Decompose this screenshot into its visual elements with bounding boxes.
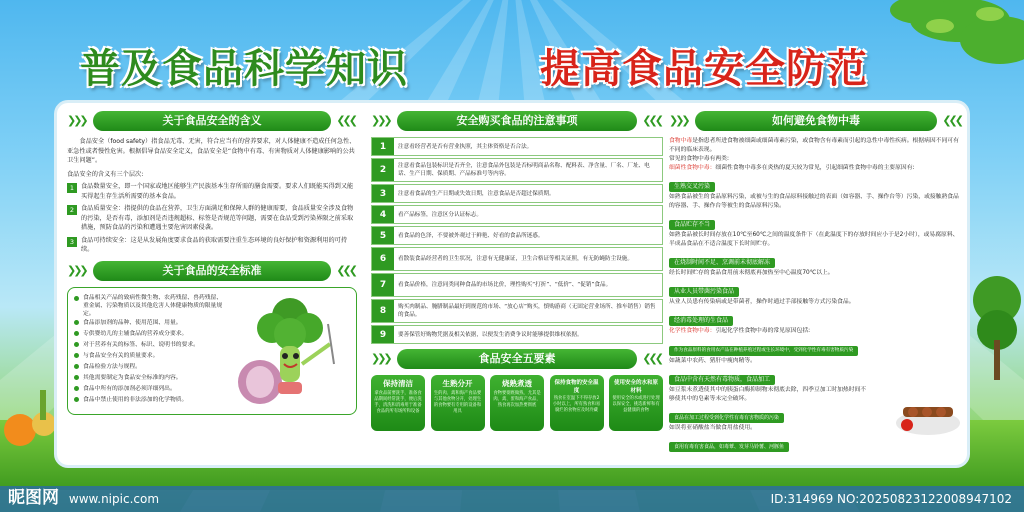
cause-tag: 生熟交叉污染 [669, 182, 715, 192]
keyword: 细菌性食物中毒： [669, 165, 716, 171]
section-title: 关于食品的安全标准 [93, 261, 331, 281]
paragraph: 经长时间贮存的食品食用前未彻底再加热至中心温度70℃以上。 [669, 270, 834, 276]
cause-tag: 作为食品原料的食用农产品在种植养殖过程或生长环境中，受到化学性有毒有害物质污染 [669, 346, 858, 356]
keyword: 食物中毒 [669, 138, 693, 144]
item-number: 9 [372, 326, 394, 343]
item-text: 注意看食品的生产日期或失效日期，注意食品是否超过保质期。 [398, 190, 555, 197]
item-number: 7 [372, 274, 394, 296]
keyword: 化学性食物中毒： [669, 328, 716, 334]
item-text: 看散装食品经营者的卫生状况，注意有无健康证，卫生合格证等相关证照，有无防蝇防尘设施。 [398, 256, 633, 262]
section-header [67, 111, 357, 131]
paragraph: 从业人员患有传染病或是带菌者，操作时通过手部接触等方式污染食品。 [669, 299, 855, 305]
item-text: 对于营养有关的标签、标识、说明书的要求。 [83, 341, 199, 348]
section-title: 食品安全五要素 [397, 349, 637, 369]
item-number: 6 [372, 248, 394, 270]
watermark-url: www.nipic.com [68, 492, 160, 506]
subheading: 食品安全的含义有三个层次: [67, 170, 144, 178]
title-right: 提高食品安全防范 [540, 45, 868, 92]
subheading: 常见的食物中毒有两类: [669, 156, 729, 162]
list-item [371, 158, 663, 182]
card-title: 使用安全的水和原材料 [613, 380, 658, 394]
card-text: 熟食在室温下不得存放2小时以上，所有熟食和易腐烂的食物应及时冷藏 [552, 396, 601, 413]
column-food-safety-meaning [67, 109, 357, 415]
chevron-left-icon: ❮❮❮ [642, 352, 661, 365]
item-number: 4 [372, 206, 394, 223]
image-id: ID:314969 NO:20250823122008947102 [770, 492, 1012, 506]
site-watermark [8, 487, 159, 510]
item-number: 5 [372, 227, 394, 244]
column-avoid-poisoning [669, 109, 963, 453]
item-text: 与食品安全有关的质量要求。 [83, 352, 159, 359]
list-item [371, 205, 663, 224]
chevron-left-icon: ❮❮❮ [642, 114, 661, 127]
card-title: 生熟分开 [442, 379, 473, 388]
item-text: 食品相关产品的致病性微生物、农药残留、兽药残留、重金属、污染物质以及其他危害人体健康物质的限量规定。 [83, 294, 223, 317]
chevron-left-icon: ❮❮❮ [942, 114, 961, 127]
item-text: 食品中所有的添加剂必须详细列出。 [83, 385, 176, 392]
list-item [67, 182, 357, 201]
element-card [490, 375, 544, 431]
cause-tag: 经消毒处理的生食品 [669, 316, 733, 326]
chevron-left-icon: ❮❮❮ [336, 114, 355, 127]
list-item [371, 184, 663, 203]
intro-text: 食品安全（food safety）指食品无毒、无害，符合应当有的营养要求，对人体健康不造成任何急性、亚急性或者慢性危害。根据倡导食品安全定义，食品安全是“食物中有毒、有害物质对人体健康影响的公共卫生问题”。 [67, 138, 356, 164]
item-number: 1 [67, 183, 77, 193]
list-item [67, 236, 357, 255]
section-title: 安全购买食品的注意事项 [397, 111, 637, 131]
item-text: 食品中禁止使用的非法添加的化学物质。 [83, 396, 188, 403]
section-header [371, 111, 663, 131]
item-text: 食品检验方法与规程。 [83, 363, 141, 370]
chevron-left-icon: ❮❮❮ [336, 263, 355, 277]
column-safe-purchase [371, 109, 663, 431]
fruit-decoration [0, 380, 60, 470]
element-card [609, 375, 663, 431]
cause-tag: 食品中含有天然有毒物质，食品加工 [669, 375, 775, 385]
item-number: 2 [372, 159, 394, 181]
item-number: 2 [67, 205, 77, 215]
section-title: 关于食品安全的含义 [93, 111, 331, 131]
watermark-logo: 昵图网 [8, 488, 59, 508]
list-item [371, 299, 663, 323]
item-text: 其他需要制定为食品安全标准的内容。 [83, 374, 182, 381]
element-card [371, 375, 425, 431]
paragraph-body: 细菌性食物中毒多在炎热的夏天较为常见，引起细菌性食物中毒的主要原因有: [715, 165, 915, 171]
element-card [550, 375, 604, 431]
trees-decoration [970, 260, 1024, 380]
item-text: 看产品标签，注意区分认证标志。 [398, 211, 482, 218]
chevron-right-icon: ❯❯❯ [669, 114, 688, 127]
item-text: 食品质量安全：指提供的食品在营养，卫生方面满足和保障人群的健康需要，食品质量安全涉及食物的污染，是否有毒，添加剂是否违规超标、标签是否规范等问题，需要在食品受到污染界限之前采取措施，预防食品的污染和遭遇主要危害因素侵袭。 [81, 205, 354, 231]
item-number: 1 [372, 138, 394, 155]
list-item [371, 137, 663, 156]
item-number: 8 [372, 300, 394, 322]
section-title: 如何避免食物中毒 [695, 111, 937, 131]
item-text: 要善保管好购物凭据及相关依据，以便发生消费争议时能够提供维权依据。 [398, 331, 583, 338]
intro-text [669, 137, 963, 155]
item-text: 食品数量安全，即一个国家或地区能够生产民族基本生存所需的膳食需要。要求人们既能买得到又能买得起生存生活所需要的基本食品。 [81, 183, 354, 200]
card-text: 生的肉、禽和海产食品要与其他食物分开，处理生的食物要有专用的设备和用具 [433, 391, 482, 414]
list-item [371, 226, 663, 245]
chevron-right-icon: ❯❯❯ [371, 114, 390, 127]
section-header [371, 349, 663, 369]
title-row [80, 40, 950, 100]
item-text: 看食品价格，注意同类同种食品的市场比价，理性购买“打折”、“低价”、“促销”食品。 [398, 282, 612, 288]
paragraph: 如熟食品被生的食品原料污染，或被与生的食品原料接触过的表面（如容器、手、操作台等）污染，或接触熟食品的容器、手、操作台等被生的食品原料污染。 [669, 194, 959, 209]
card-title: 保持食物的安全温度 [554, 380, 599, 394]
card-text: 使用安全的水或进行处理以保安全，挑选新鲜和有益健康的食物 [612, 396, 660, 413]
card-text: 拿食品前要洗手，准备食品期间经常洗手，便后洗手，清洗和消毒用于准备食品的所有场所和设备 [374, 391, 422, 414]
paragraph: 如蔬菜中农药、猪肝中瘦肉精等。 [669, 358, 756, 364]
paragraph: 如误将亚硝酸盐当做食用盐使用。 [669, 425, 756, 431]
chevron-right-icon: ❯❯❯ [67, 263, 86, 277]
content-board [54, 100, 970, 468]
element-card [431, 375, 485, 431]
chevron-right-icon: ❯❯❯ [67, 114, 86, 127]
standards-box [67, 287, 357, 415]
paragraph [669, 164, 963, 173]
card-title: 保持清洁 [383, 379, 413, 388]
list-item [371, 325, 663, 344]
cause-tag: 在烧制时间不足、烹调前未彻底解冻 [669, 258, 775, 268]
cause-tag: 食品在加工过程受到化学性有毒有害物质的污染 [669, 413, 784, 423]
title-left: 普及食品科学知识 [80, 45, 408, 92]
section-header [67, 261, 357, 281]
card-text: 食物要彻底做熟，尤其是肉、禽、蛋和海产食品，熟食再次加热要彻底 [493, 391, 541, 408]
list-item [67, 204, 357, 233]
paragraph: 如熟食品被长时间存放在10℃至60℃之间的温度条件下（在此温度下的存放时间应小于是2小时），或易腐原料、半成品食品在不适合温度下长时间贮存。 [669, 232, 959, 247]
item-text: 专供婴幼儿的主辅食品的营养成分要求。 [83, 330, 188, 337]
item-number: 3 [67, 237, 77, 247]
broccoli-mascot-illustration [230, 294, 350, 409]
card-title: 烧熟煮透 [502, 379, 532, 388]
item-text: 看食品的色泽，不要被外观过于鲜艳、好看的食品所迷惑。 [398, 232, 544, 239]
paragraph-body: 引起化学性食物中毒的常见原因包括: [715, 328, 811, 334]
item-text: 注意看经营者是否有营业执照，其主体资格是否合法。 [398, 143, 533, 150]
intro-body: 是指患者所进食物被细菌或细菌毒素污染，或食物含有毒素而引起的急性中毒性疾病。根据病因不同可有不同的临床表现。 [669, 138, 959, 153]
item-text: 食品添加剂的品种、使用范围、用量。 [83, 319, 182, 326]
cause-tag: 食用有毒有害食品，如毒蕈、发芽马铃薯、河豚鱼 [669, 442, 789, 452]
item-text: 注意看食品包装标识是否齐全，注意食品外包装是否标明商品名称、配料表、净含量、厂名、厂址、电话、生产日期、保质期、产品标准号等内容。 [398, 163, 650, 177]
list-item [371, 273, 663, 297]
paragraph [669, 327, 963, 336]
cause-tag: 从业人员带菌污染食品 [669, 287, 739, 297]
tips-list [371, 137, 663, 344]
chevron-right-icon: ❯❯❯ [371, 352, 390, 365]
list-item [371, 247, 663, 271]
item-text: 购买肉制品、腌腊制品最好到规范的市场、“放心店”购买，慎购游商（无固定营业场所、推车销售）销售的食品。 [398, 304, 656, 318]
item-number: 3 [372, 185, 394, 202]
item-text: 食品可持续安全：这是从发展角度要求食品的获取需要注重生态环境的良好保护和资源利用的可持续。 [81, 236, 348, 253]
skewer-food-illustration [893, 389, 963, 439]
cause-tag: 食品贮存不当 [669, 220, 715, 230]
paragraph: 如豆浆未煮透使其中的胰蛋白酶抑制物未彻底去除，四季豆加工时加热时间不够使其中的皂素等未完全破坏。 [669, 387, 867, 402]
section-header [669, 111, 963, 131]
five-elements [371, 375, 663, 431]
